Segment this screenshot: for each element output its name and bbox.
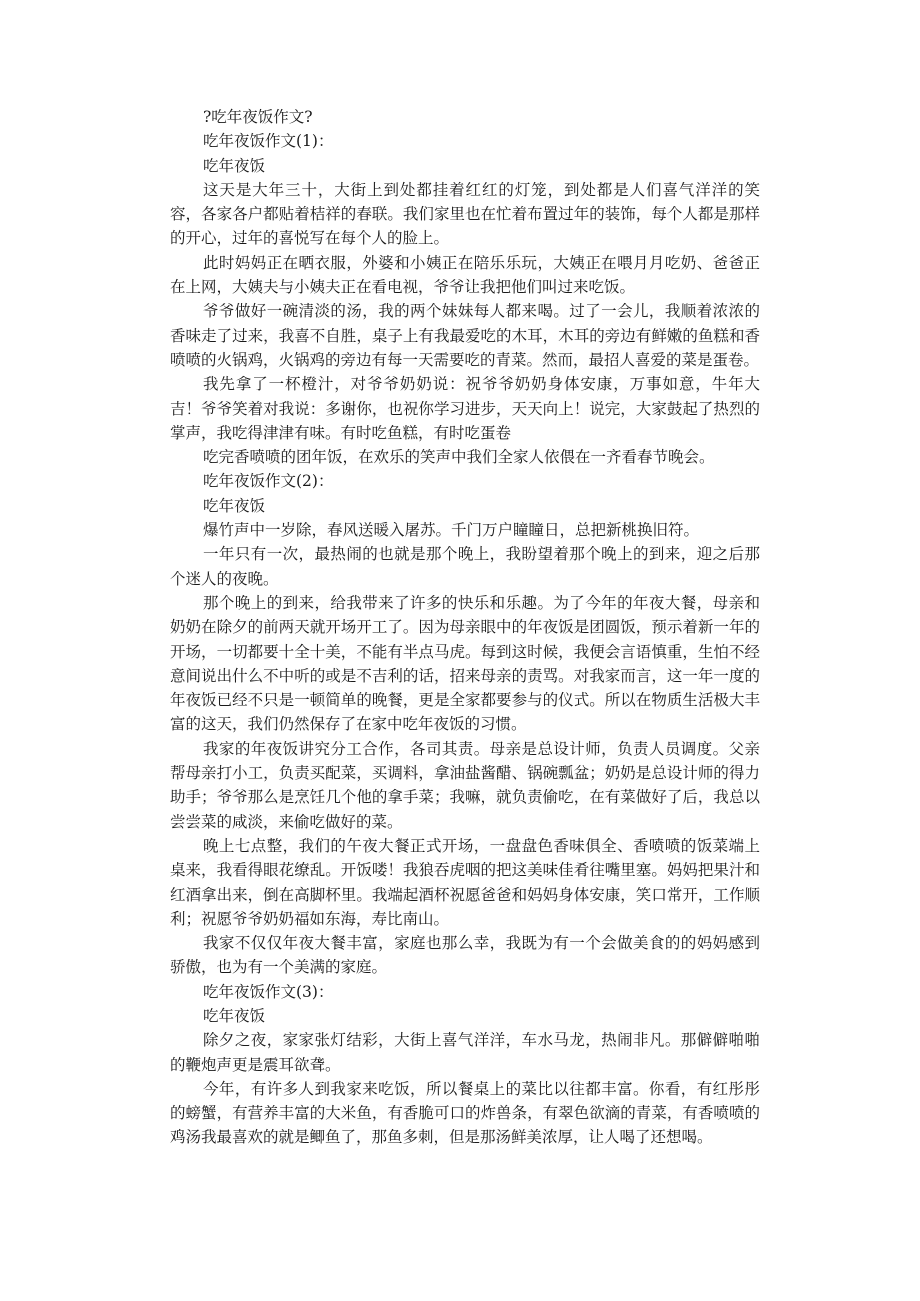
paragraph: 我先拿了一杯橙汁，对爷爷奶奶说：祝爷爷奶奶身体安康，万事如意，牛年大吉！爷爷笑着对我说：多谢你，也祝你学习进步，天天向上！说完，大家鼓起了热烈的掌声，我吃得津津有味。有时吃鱼糕，有时吃蛋卷	[170, 375, 760, 442]
paragraph: 吃完香喷喷的团年饭，在欢乐的笑声中我们全家人依偎在一齐看春节晚会。	[203, 448, 715, 467]
essay-body	[170, 105, 760, 1150]
paragraph: 今年，有许多人到我家来吃饭，所以餐桌上的菜比以往都丰富。你看，有红彤彤的螃蟹，有营养丰富的大米鱼，有香脆可口的炸兽条，有翠色欲滴的青菜，有香喷喷的鸡汤我最喜欢的就是鲫鱼了，那鱼多刺，但是那汤鲜美浓厚，让人喝了还想喝。	[170, 1079, 760, 1147]
section-heading-1: 吃年夜饭作文(1)：	[203, 132, 334, 151]
paragraph: 爆竹声中一岁除，春风送暖入屠苏。千门万户瞳瞳日，总把新桃换旧符。	[203, 521, 700, 540]
paragraph: 此时妈妈正在晒衣服，外婆和小姨正在陪乐乐玩，大姨正在喂月月吃奶、爸爸正在上网，大姨夫与小姨夫正在看电视，爷爷让我把他们叫过来吃饭。	[170, 253, 760, 297]
essay-title-3: 吃年夜饭	[203, 1006, 266, 1025]
section-heading-3: 吃年夜饭作文(3)：	[203, 982, 334, 1001]
paragraph: 我家不仅仅年夜大餐丰富，家庭也那么幸，我既为有一个会做美食的的妈妈感到骄傲，也为有一个美满的家庭。	[170, 934, 760, 977]
paragraph: 一年只有一次，最热闹的也就是那个晚上，我盼望着那个晚上的到来，迎之后那个迷人的夜晚。	[170, 545, 760, 588]
essay-title-1: 吃年夜饭	[203, 156, 266, 175]
paragraph: 爷爷做好一碗清淡的汤，我的两个妹妹每人都来喝。过了一会儿，我顺着浓浓的香味走了过来，我喜不自胜，桌子上有我最爱吃的木耳，木耳的旁边有鲜嫩的鱼糕和香喷喷的火锅鸡，火锅鸡的旁边有每一天需要吃的青菜。然而，最招人喜爱的菜是蛋卷。	[170, 302, 760, 369]
section-heading-2: 吃年夜饭作文(2)：	[203, 472, 334, 491]
document-title: ?吃年夜饭作文?	[203, 108, 313, 126]
paragraph: 除夕之夜，家家张灯结彩，大街上喜气洋洋，车水马龙，热闹非凡。那僻僻啪啪的鞭炮声更是震耳欲聋。	[170, 1031, 760, 1074]
paragraph: 晚上七点整，我们的午夜大餐正式开场，一盘盘色香味俱全、香喷喷的饭菜端上桌来，我看得眼花缭乱。开饭喽！我狼吞虎咽的把这美味佳肴往嘴里塞。妈妈把果汁和红酒拿出来，倒在高脚杯里。我端起酒杯祝愿爸爸和妈妈身体安康，笑口常开，工作顺利；祝愿爷爷奶奶福如东海，寿比南山。	[170, 836, 760, 928]
paragraph: 那个晚上的到来，给我带来了许多的快乐和乐趣。为了今年的年夜大餐，母亲和奶奶在除夕的前两天就开场开工了。因为母亲眼中的年夜饭是团圆饭，预示着新一年的开场，一切都要十全十美，不能有半点马虎。每到这时候，我便会言语慎重，生怕不经意间说出什么不中听的或是不吉利的话，招来母亲的责骂。对我家而言，这一年一度的年夜饭已经不只是一顿简单的晚餐，更是全家都要参与的仪式。所以在物质生活极大丰富的这天，我们仍然保存了在家中吃年夜饭的习惯。	[170, 593, 760, 734]
paragraph: 这天是大年三十，大街上到处都挂着红红的灯笼，到处都是人们喜气洋洋的笑容，各家各户都贴着桔祥的春联。我们家里也在忙着布置过年的装饰，每个人都是那样的开心，过年的喜悦写在每个人的脸上。	[170, 180, 760, 248]
paragraph: 我家的年夜饭讲究分工合作，各司其责。母亲是总设计师，负责人员调度。父亲帮母亲打小工，负责买配菜，买调料，拿油盐酱醋、锅碗瓢盆；奶奶是总设计师的得力助手；爷爷那么是烹饪几个他的拿手菜；我嘛，就负责偷吃，在有菜做好了后，我总以尝尝菜的咸淡，来偷吃做好的菜。	[170, 739, 760, 831]
essay-title-2: 吃年夜饭	[203, 496, 266, 515]
